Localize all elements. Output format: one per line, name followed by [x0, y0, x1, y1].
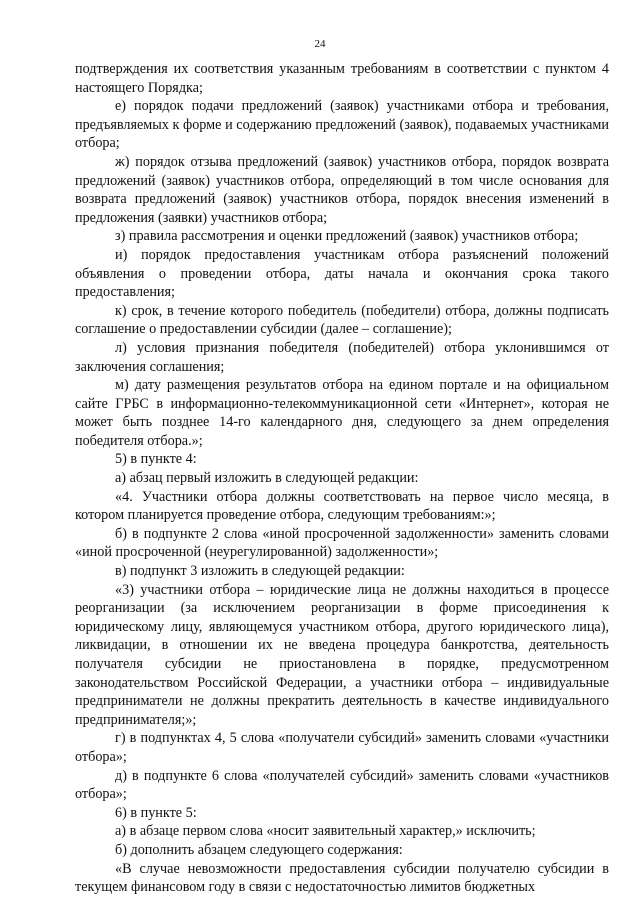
paragraph-10: а) абзац первый изложить в следующей редакции: — [115, 470, 419, 487]
page-number: 24 — [314, 38, 326, 50]
paragraph-4: з) правила рассмотрения и оценки предложений (заявок) участников отбора; — [115, 228, 579, 245]
paragraph-19: б) дополнить абзацем следующего содержания: — [115, 841, 403, 858]
paragraph-15: г) в подпунктах 4, 5 слова «получатели субсидий» заменить словами «участники отбора»; — [75, 730, 609, 765]
paragraph-1: подтверждения их соответствия указанным требованиям в соответствии с пунктом 4 настоящего Порядка; — [75, 61, 609, 96]
paragraph-7: л) условия признания победителя (победителей) отбора уклонившимся от заключения соглашения; — [75, 339, 609, 375]
paragraph-17: 6) в пункте 5: — [115, 804, 197, 821]
paragraph-14: «3) участники отбора – юридические лица не должны находиться в процессе реорганизации (за исключением реорганизации в форме присоединения к юридическому лицу, являющемуся участником отбора, другого юридического лица), ликвидации, в отношении их не введена процедура банкротства, деятельность получателя субсидии не приостановлена в порядке, предусмотренном законодательством Российской Федерации, а участники отбора – индивидуальные предприниматели не должны прекратить деятельность в качестве индивидуального предпринимателя;»; — [75, 581, 609, 728]
document-body — [75, 60, 609, 897]
paragraph-13: в) подпункт 3 изложить в следующей редакции: — [115, 563, 405, 580]
paragraph-5: и) порядок предоставления участникам отбора разъяснений положений объявления о проведении отбора, даты начала и окончания срока такого предоставления; — [75, 246, 609, 301]
paragraph-20: «В случае невозможности предоставления субсидии получателю субсидии в текущем финансовом году в связи с недостаточностью лимитов бюджетных — [75, 860, 609, 896]
paragraph-6: к) срок, в течение которого победитель (победители) отбора, должны подписать соглашение о предоставлении субсидии (далее – соглашение); — [75, 302, 609, 338]
paragraph-12: б) в подпункте 2 слова «иной просроченной задолженности» заменить словами «иной просроченной (неурегулированной) задолженности»; — [75, 525, 609, 561]
paragraph-2: е) порядок подачи предложений (заявок) участниками отбора и требования, предъявляемых к форме и содержанию предложений (заявок), подаваемых участниками отбора; — [75, 98, 609, 152]
paragraph-18: а) в абзаце первом слова «носит заявительный характер,» исключить; — [115, 823, 536, 840]
paragraph-16: д) в подпункте 6 слова «получателей субсидий» заменить словами «участников отбора»; — [75, 767, 609, 803]
paragraph-3: ж) порядок отзыва предложений (заявок) участников отбора, порядок возврата предложений (заявок) участников отбора, определяющий в том числе основания для возврата предложений (заявок) участников отбора, порядок внесения изменений в предложения (заявки) участников отбора; — [75, 153, 609, 226]
paragraph-9: 5) в пункте 4: — [115, 451, 197, 468]
paragraph-11: «4. Участники отбора должны соответствовать на первое число месяца, в котором планируется проведение отбора, следующим требованиям:»; — [75, 488, 609, 524]
paragraph-8: м) дату размещения результатов отбора на едином портале и на официальном сайте ГРБС в информационно-телекоммуникационной сети «Интернет», которая не может быть позднее 14-го календарного дня, следующего за днем определения победителя отбора.»; — [75, 377, 609, 449]
